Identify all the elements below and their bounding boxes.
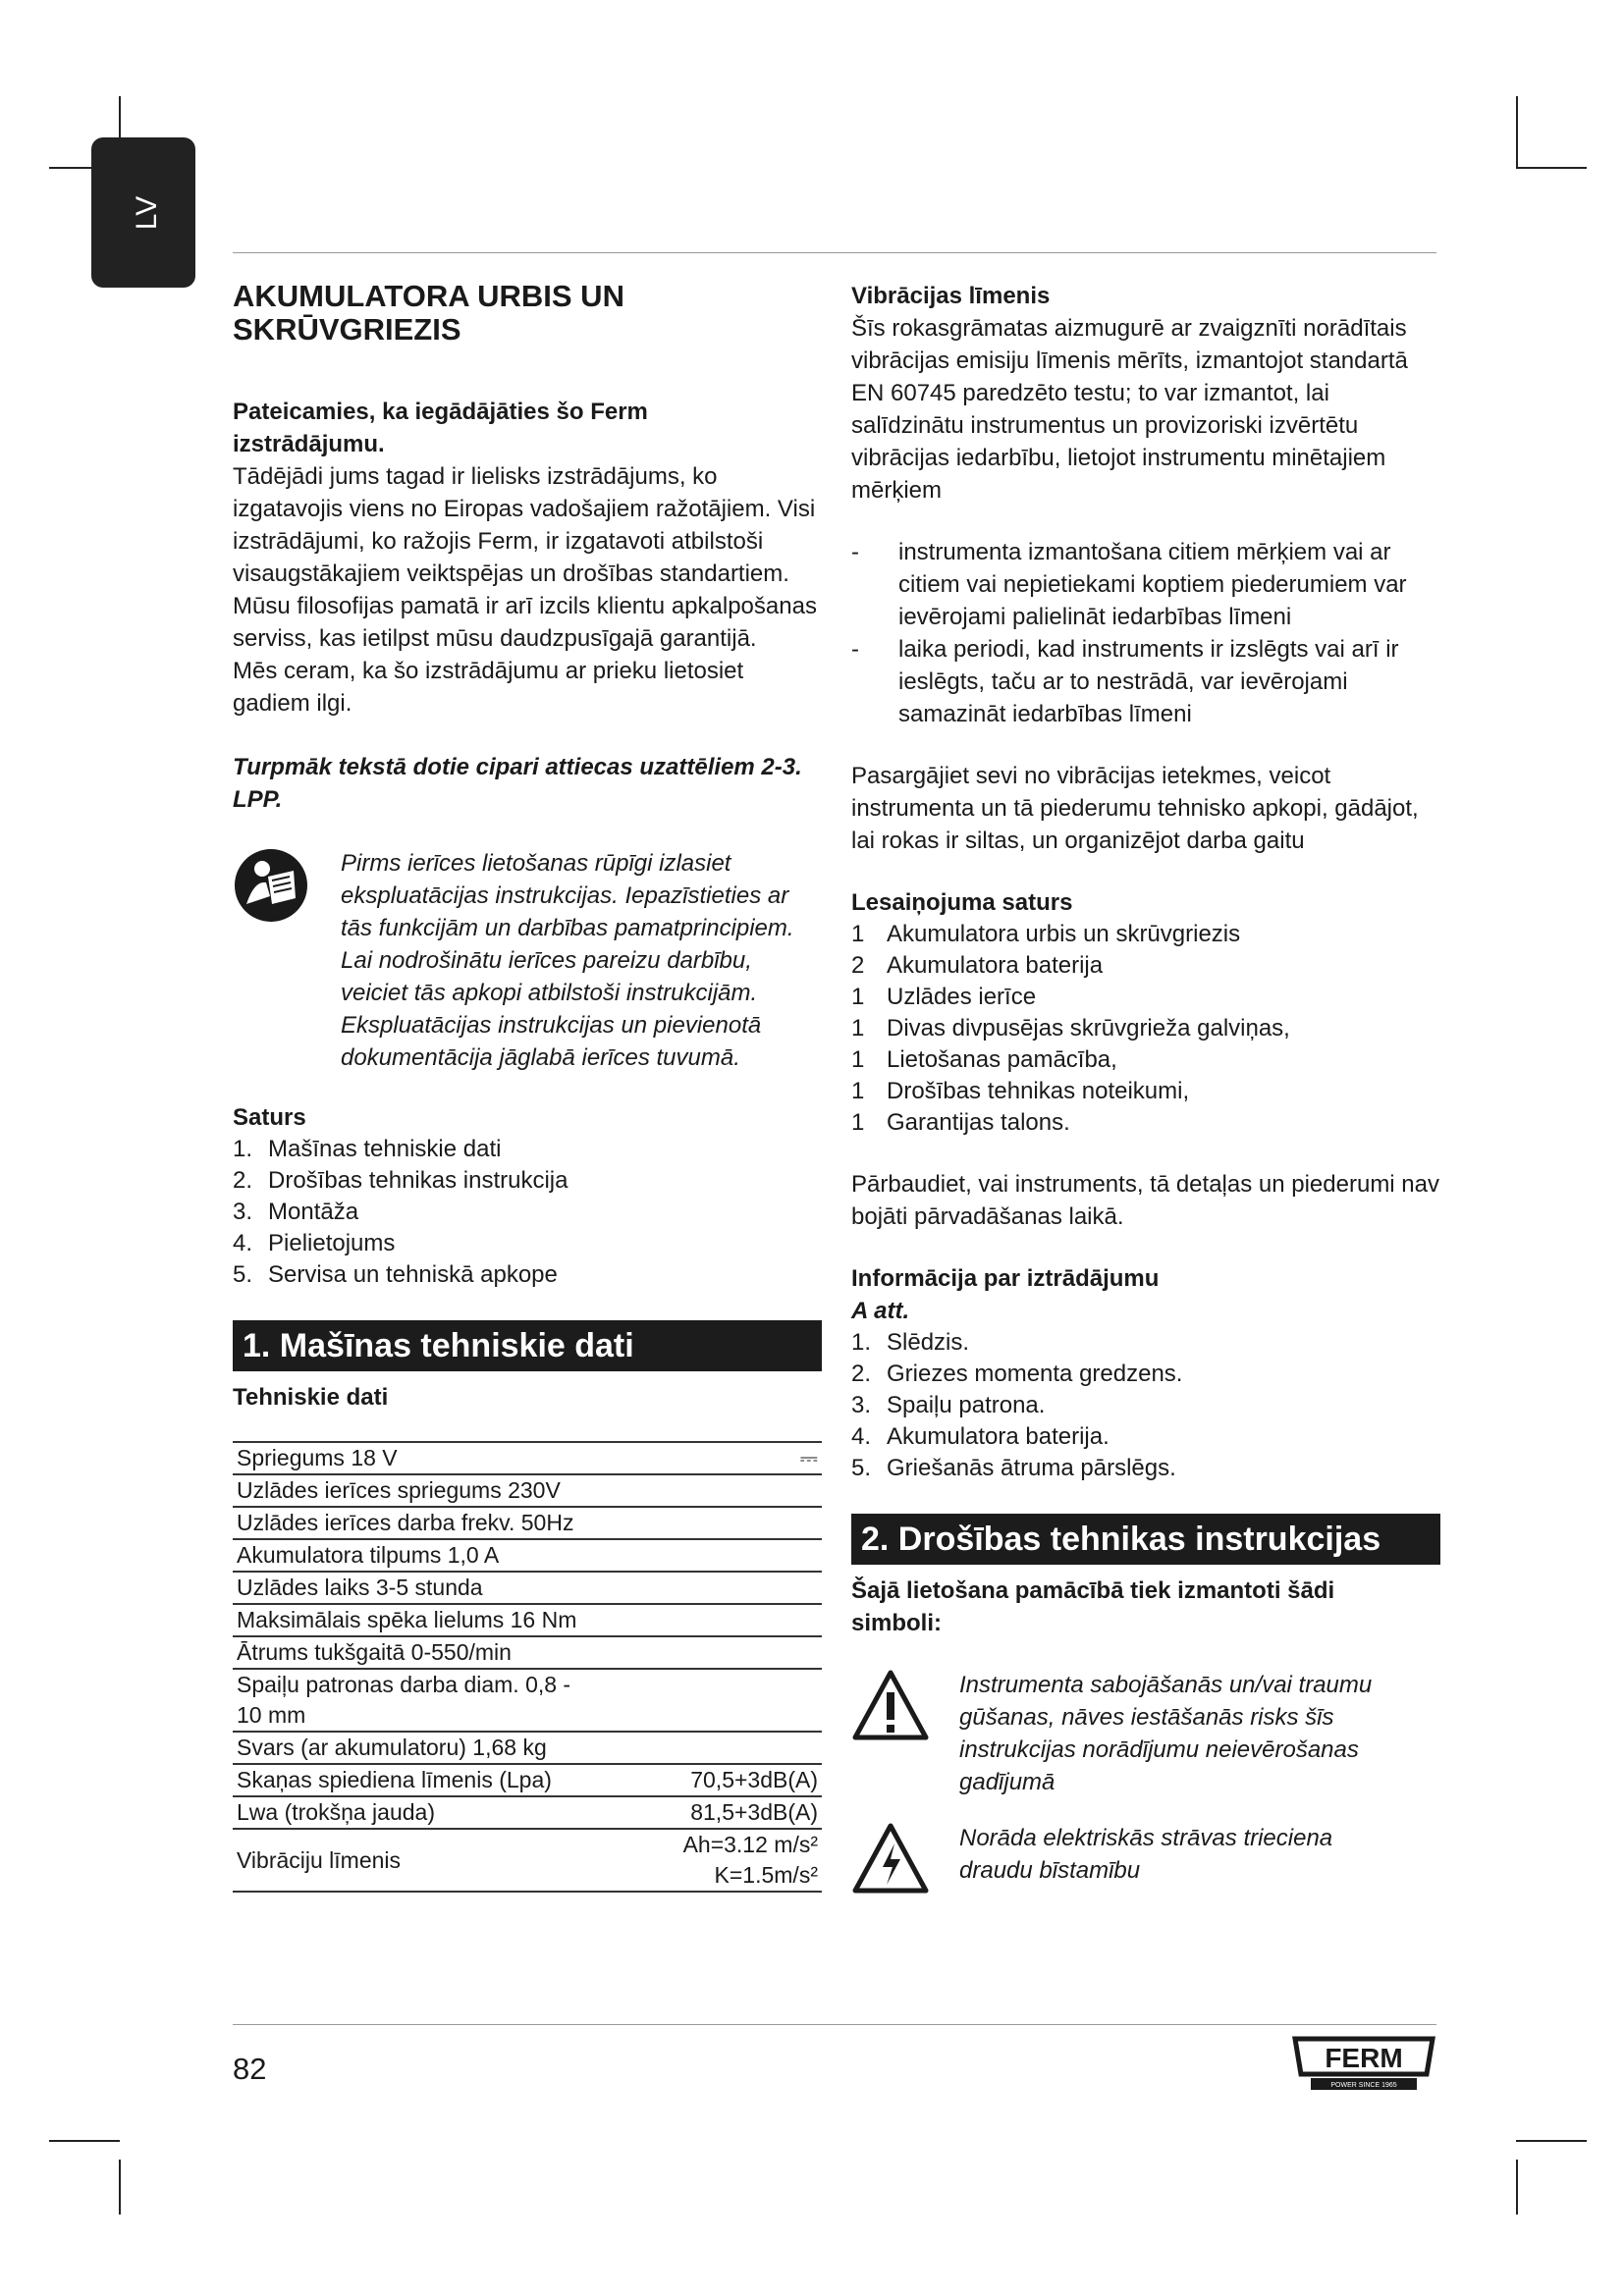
spec-row xyxy=(233,1572,822,1604)
list-item-text: Akumulatora baterija. xyxy=(887,1423,1110,1450)
spec-label: Lwa (trokšņa jauda) xyxy=(233,1796,593,1829)
spec-row xyxy=(233,1636,822,1669)
left-column xyxy=(233,280,822,1893)
tech-data-heading: Tehniskie dati xyxy=(233,1384,389,1411)
bullet-item xyxy=(851,633,1440,730)
list-item-text: Servisa un tehniskā apkope xyxy=(268,1261,558,1288)
list-item xyxy=(851,1013,1440,1044)
crop-mark xyxy=(1516,96,1518,167)
ferm-logo xyxy=(1289,2035,1438,2096)
bullet-text: instrumenta izmantošana citiem mērķiem vai ar citiem vai nepietiekami koptiem piederumiem var ievērojami palielināt iedarbības līmeni xyxy=(898,539,1407,630)
list-item-text: Garantijas talons. xyxy=(887,1109,1070,1136)
spec-row xyxy=(233,1829,822,1892)
list-item-text: Akumulatora urbis un skrūvgriezis xyxy=(887,921,1241,947)
bullet-text: laika periodi, kad instruments ir izslēgts vai arī ir ieslēgts, taču ar to nestrādā, var ievērojami samazināt iedarbības līmeni xyxy=(898,636,1399,727)
spec-row xyxy=(233,1507,822,1539)
bullet-item xyxy=(851,536,1440,633)
intro-text: Tādējādi jums tagad ir lielisks izstrādājums, ko izgatavojis viens no Eiropas vadošajiem ražotājiem. Visi izstrādājumi, ko ražojis Ferm, ir izgatavoti atbilstoši visaugstākajiem veiktspējas un drošības standartiem. Mūsu filosofijas pamatā ir arī izcils klientu apkalpošanas serviss, kas ietilpst mūsu daudzpusīgajā garantijā. xyxy=(233,463,817,652)
spec-label: Spriegums 18 V xyxy=(233,1442,593,1474)
spec-row xyxy=(233,1669,822,1732)
page-number: 82 xyxy=(233,2052,267,2086)
spec-row xyxy=(233,1442,822,1474)
list-item-text: Griešanās ātruma pārslēgs. xyxy=(887,1455,1176,1481)
parts-list xyxy=(851,1327,1440,1484)
logo-subtext: POWER SINCE 1965 xyxy=(1330,2082,1397,2089)
list-item-number: 1 xyxy=(851,1046,865,1073)
spec-value xyxy=(593,1732,822,1764)
electric-shock-icon xyxy=(851,1822,959,1899)
list-item xyxy=(851,1390,1440,1421)
list-item-text: Uzlādes ierīce xyxy=(887,984,1037,1010)
spec-value: Ah=3.12 m/s² K=1.5m/s² xyxy=(593,1829,822,1892)
list-item-number: 3. xyxy=(233,1199,253,1225)
document-title: AKUMULATORA URBIS UN SKRŪVGRIEZIS xyxy=(233,279,624,347)
list-item-text: Akumulatora baterija xyxy=(887,952,1104,979)
list-item-text: Pielietojums xyxy=(268,1230,396,1256)
list-item-text: Drošības tehnikas instrukcija xyxy=(268,1167,568,1194)
product-info-heading: Informācija par iztrādājumu xyxy=(851,1265,1160,1292)
language-code: LV xyxy=(131,195,164,231)
spec-table xyxy=(233,1441,822,1893)
spec-value: ⎓ xyxy=(593,1442,822,1474)
list-item-text: Spaiļu patrona. xyxy=(887,1392,1046,1418)
spec-row xyxy=(233,1732,822,1764)
spec-value xyxy=(593,1636,822,1669)
list-item xyxy=(851,1044,1440,1076)
list-item xyxy=(233,1134,822,1165)
vibration-bullets xyxy=(851,536,1440,730)
spec-row xyxy=(233,1604,822,1636)
list-item xyxy=(233,1197,822,1228)
list-item-number: 2. xyxy=(851,1361,872,1387)
list-item-text: Griezes momenta gredzens. xyxy=(887,1361,1183,1387)
crop-mark xyxy=(1516,167,1587,169)
language-tab xyxy=(91,137,195,288)
logo-text: FERM xyxy=(1325,2043,1403,2073)
warning-row xyxy=(851,1669,1440,1798)
figures-note: Turpmāk tekstā dotie cipari attiecas uzattēliem 2-3. LPP. xyxy=(233,754,802,813)
list-item-number: 3. xyxy=(851,1392,872,1418)
spec-label: Uzlādes ierīces darba frekv. 50Hz xyxy=(233,1507,593,1539)
spec-label: Skaņas spiediena līmenis (Lpa) xyxy=(233,1764,593,1796)
electric-warning-text: Norāda elektriskās strāvas trieciena draudu bīstamību xyxy=(959,1825,1333,1884)
spec-value xyxy=(593,1539,822,1572)
package-heading: Lesaiņojuma saturs xyxy=(851,889,1073,916)
top-rule xyxy=(233,252,1436,253)
read-manual-icon xyxy=(233,847,341,929)
list-item-number: 2 xyxy=(851,952,865,979)
list-item-text: Divas divpusējas skrūvgrieža galviņas, xyxy=(887,1015,1290,1041)
spec-label: Akumulatora tilpums 1,0 A xyxy=(233,1539,593,1572)
protect-text: Pasargājiet sevi no vibrācijas ietekmes, veicot instrumenta un tā piederumu tehnisko apkopi, gādājot, lai rokas ir siltas, un organizējot darba gaitu xyxy=(851,763,1419,854)
list-item xyxy=(233,1228,822,1259)
spec-value xyxy=(593,1572,822,1604)
list-item-number: 5. xyxy=(851,1455,872,1481)
list-item-number: 5. xyxy=(233,1261,253,1288)
spec-label: Spaiļu patronas darba diam. 0,8 - 10 mm xyxy=(233,1669,593,1732)
right-column xyxy=(851,280,1440,1899)
list-item xyxy=(851,1359,1440,1390)
list-item xyxy=(851,1453,1440,1484)
crop-mark xyxy=(119,2160,121,2215)
warning-triangle-icon xyxy=(851,1669,959,1746)
spec-value xyxy=(593,1669,822,1732)
list-item-number: 4. xyxy=(233,1230,253,1256)
manual-notice-text: Pirms ierīces lietošanas rūpīgi izlasiet ekspluatācijas instrukcijas. Iepazīstieties ar tās funkcijām un darbības pamatprincipiem. Lai nodrošinātu ierīces pareizu darbību, veiciet tās apkopi atbilstoši instrukcijām. Ekspluatācijas instrukcijas un pievienotā dokumentācija jāglabā ierīces tuvumā. xyxy=(341,850,794,1071)
bottom-rule xyxy=(233,2024,1436,2025)
list-item-number: 1. xyxy=(233,1136,253,1162)
section-1-heading: 1. Mašīnas tehniskie dati xyxy=(233,1320,822,1371)
list-item-text: Slēdzis. xyxy=(887,1329,970,1356)
electric-warning-row xyxy=(851,1822,1440,1899)
crop-mark xyxy=(1516,2140,1587,2142)
vibration-text-2: vibrācijas iedarbību, lietojot instrumentu minētajiem mērķiem xyxy=(851,445,1386,504)
spec-value xyxy=(593,1507,822,1539)
spec-row xyxy=(233,1796,822,1829)
contents-heading: Saturs xyxy=(233,1104,306,1131)
list-item-text: Drošības tehnikas noteikumi, xyxy=(887,1078,1190,1104)
list-item xyxy=(851,1107,1440,1139)
list-item xyxy=(851,1421,1440,1453)
spec-label: Uzlādes laiks 3-5 stunda xyxy=(233,1572,593,1604)
spec-label: Ātrums tukšgaitā 0-550/min xyxy=(233,1636,593,1669)
symbols-heading: Šajā lietošana pamācībā tiek izmantoti šādi simboli: xyxy=(851,1577,1335,1636)
bullet-dash: - xyxy=(851,539,859,565)
manual-notice xyxy=(233,847,822,1074)
list-item xyxy=(851,919,1440,950)
section-2-heading: 2. Drošības tehnikas instrukcijas xyxy=(851,1514,1440,1565)
figure-label: A att. xyxy=(851,1298,910,1324)
list-item xyxy=(851,950,1440,982)
spec-row xyxy=(233,1539,822,1572)
spec-row xyxy=(233,1764,822,1796)
bullet-dash: - xyxy=(851,636,859,663)
spec-value xyxy=(593,1604,822,1636)
vibration-heading: Vibrācijas līmenis xyxy=(851,283,1051,309)
list-item-number: 1 xyxy=(851,1078,865,1104)
list-item xyxy=(233,1165,822,1197)
spec-label: Vibrāciju līmenis xyxy=(233,1829,593,1892)
thanks-heading: Pateicamies, ka iegādājāties šo Ferm izstrādājumu. xyxy=(233,399,648,457)
spec-row xyxy=(233,1474,822,1507)
spec-label: Maksimālais spēka lielums 16 Nm xyxy=(233,1604,593,1636)
list-item-number: 1. xyxy=(851,1329,872,1356)
warning-text: Instrumenta sabojāšanās un/vai traumu gūšanas, nāves iestāšanās risks šīs instrukcijas norādījumu neievērošanas gadījumā xyxy=(959,1672,1373,1795)
list-item xyxy=(851,982,1440,1013)
list-item-number: 1 xyxy=(851,1109,865,1136)
crop-mark xyxy=(1516,2160,1518,2215)
list-item-number: 1 xyxy=(851,1015,865,1041)
list-item-number: 1 xyxy=(851,921,865,947)
spec-label: Svars (ar akumulatoru) 1,68 kg xyxy=(233,1732,593,1764)
spec-value: 81,5+3dB(A) xyxy=(593,1796,822,1829)
spec-value xyxy=(593,1474,822,1507)
list-item-text: Montāža xyxy=(268,1199,359,1225)
list-item xyxy=(851,1327,1440,1359)
check-text: Pārbaudiet, vai instruments, tā detaļas un piederumi nav bojāti pārvadāšanas laikā. xyxy=(851,1171,1440,1230)
contents-list xyxy=(233,1134,822,1291)
list-item-number: 4. xyxy=(851,1423,872,1450)
package-list xyxy=(851,919,1440,1139)
list-item-number: 2. xyxy=(233,1167,253,1194)
hope-text: Mēs ceram, ka šo izstrādājumu ar prieku lietosiet gadiem ilgi. xyxy=(233,658,744,717)
spec-label: Uzlādes ierīces spriegums 230V xyxy=(233,1474,593,1507)
list-item-number: 1 xyxy=(851,984,865,1010)
list-item xyxy=(233,1259,822,1291)
crop-mark xyxy=(49,2140,120,2142)
list-item-text: Mašīnas tehniskie dati xyxy=(268,1136,502,1162)
vibration-text: Šīs rokasgrāmatas aizmugurē ar zvaigznīti norādītais vibrācijas emisiju līmenis mērīts, izmantojot standartā EN 60745 paredzēto testu; to var izmantot, lai salīdzinātu instrumentus un provizoriski izvērtētu xyxy=(851,315,1408,439)
spec-value: 70,5+3dB(A) xyxy=(593,1764,822,1796)
list-item-text: Lietošanas pamācība, xyxy=(887,1046,1117,1073)
list-item xyxy=(851,1076,1440,1107)
